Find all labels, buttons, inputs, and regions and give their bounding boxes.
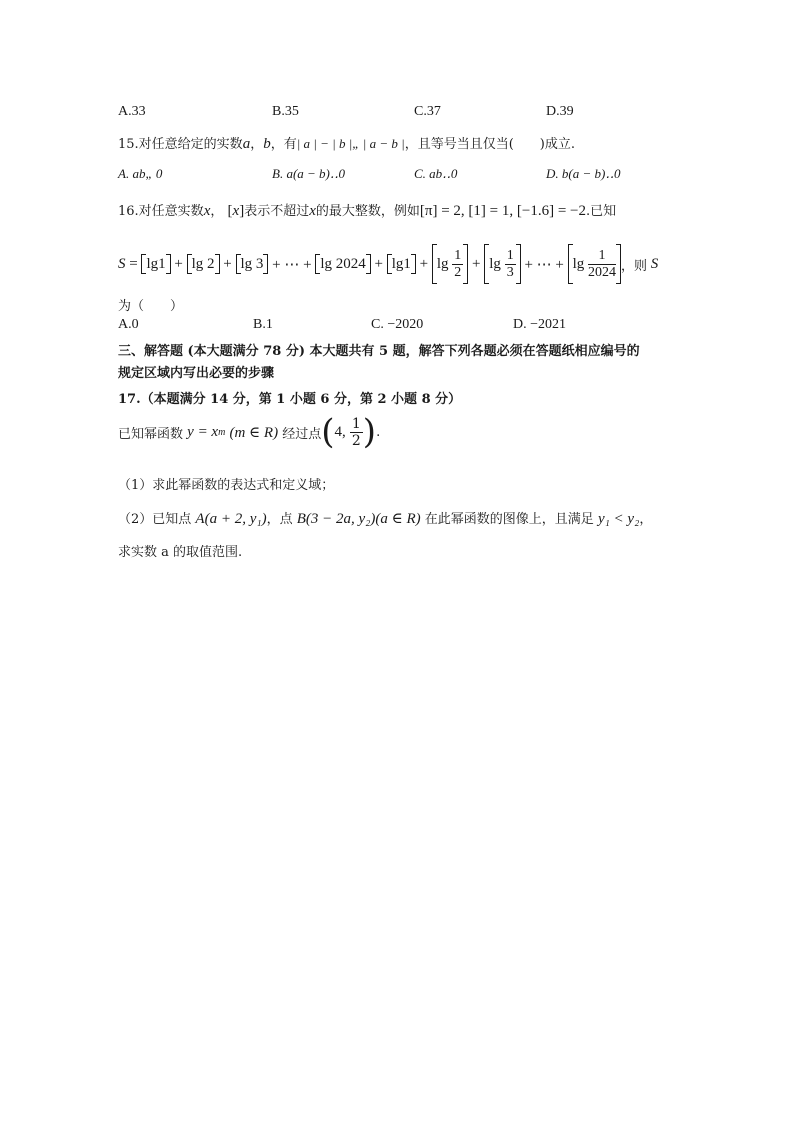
q16-example: [π] = 2, [1] = 1, [−1.6] = −2 [419, 203, 586, 219]
q14-option-c: C.37 [414, 104, 441, 119]
q17-part1: （1）求此幂函数的表达式和定义域； [118, 478, 335, 493]
q15-option-b: B. a(a − b)‥0 [272, 166, 346, 181]
q15-option-c: C. ab‥0 [414, 166, 458, 181]
q16-option-d: D. −2021 [513, 317, 567, 332]
point-b: B(3 − 2a, y₂)(a ∈ R) [296, 511, 421, 527]
q16-option-c: C. −2020 [371, 317, 424, 332]
section3-title: 三、解答题 (本大题满分 78 分) 本大题共有 5 题，解答下列各题必须在答题纸相应编号的 [118, 344, 640, 359]
q14-option-d: D.39 [546, 104, 574, 119]
q16-sum-formula: S = lg1 + lg 2 + lg 3 + ⋯ + lg 2024 + lg1 + lg $\frac{1}{2}$ + lg $\frac{1}{3}$ + ⋯ + lg $\frac{1}{2024}$ ，则 S [118, 242, 658, 286]
q17-header: 17.（本题满分 14 分，第 1 小题 6 分，第 2 小题 8 分） [118, 392, 462, 407]
section3-subtitle: 规定区域内写出必要的步骤 [118, 366, 275, 381]
q16-option-a: A.0 [118, 317, 139, 332]
q16-wei: 为（ ） [118, 299, 184, 314]
inequality: y₁ < y₂ [597, 511, 640, 527]
q17-stem: 已知幂函数 y = x m (m ∈ R) 经过点 ( 4, $\frac{1}{2}$ ) . [118, 412, 381, 452]
q17-part2-cont: 求实数 a 的取值范围. [118, 545, 243, 560]
q14-option-a: A.33 [118, 104, 146, 119]
q17-part2: （2）已知点 A(a + 2, y₁)，点 B(3 − 2a, y₂)(a ∈ R) 在此幂函数的图像上，且满足 y₁ < y₂， [118, 511, 653, 527]
q15-option-a: A. ab„ 0 [118, 166, 163, 181]
q15-formula: | a | − | b |„ | a − b | [296, 136, 405, 151]
q15-option-d: D. b(a − b)‥0 [546, 166, 621, 181]
q14-option-b: B.35 [272, 104, 299, 119]
q16-stem: 16.对任意实数x， [x]表示不超过x的最大整数，例如[π] = 2, [1] = 1, [−1.6] = −2.已知 [118, 203, 617, 219]
point-a: A(a + 2, y₁) [195, 511, 267, 527]
q15-stem: 15.对任意给定的实数a，b，有| a | − | b |„ | a − b |，且等号当且仅当( )成立. [118, 136, 575, 152]
q16-option-b: B.1 [253, 317, 273, 332]
